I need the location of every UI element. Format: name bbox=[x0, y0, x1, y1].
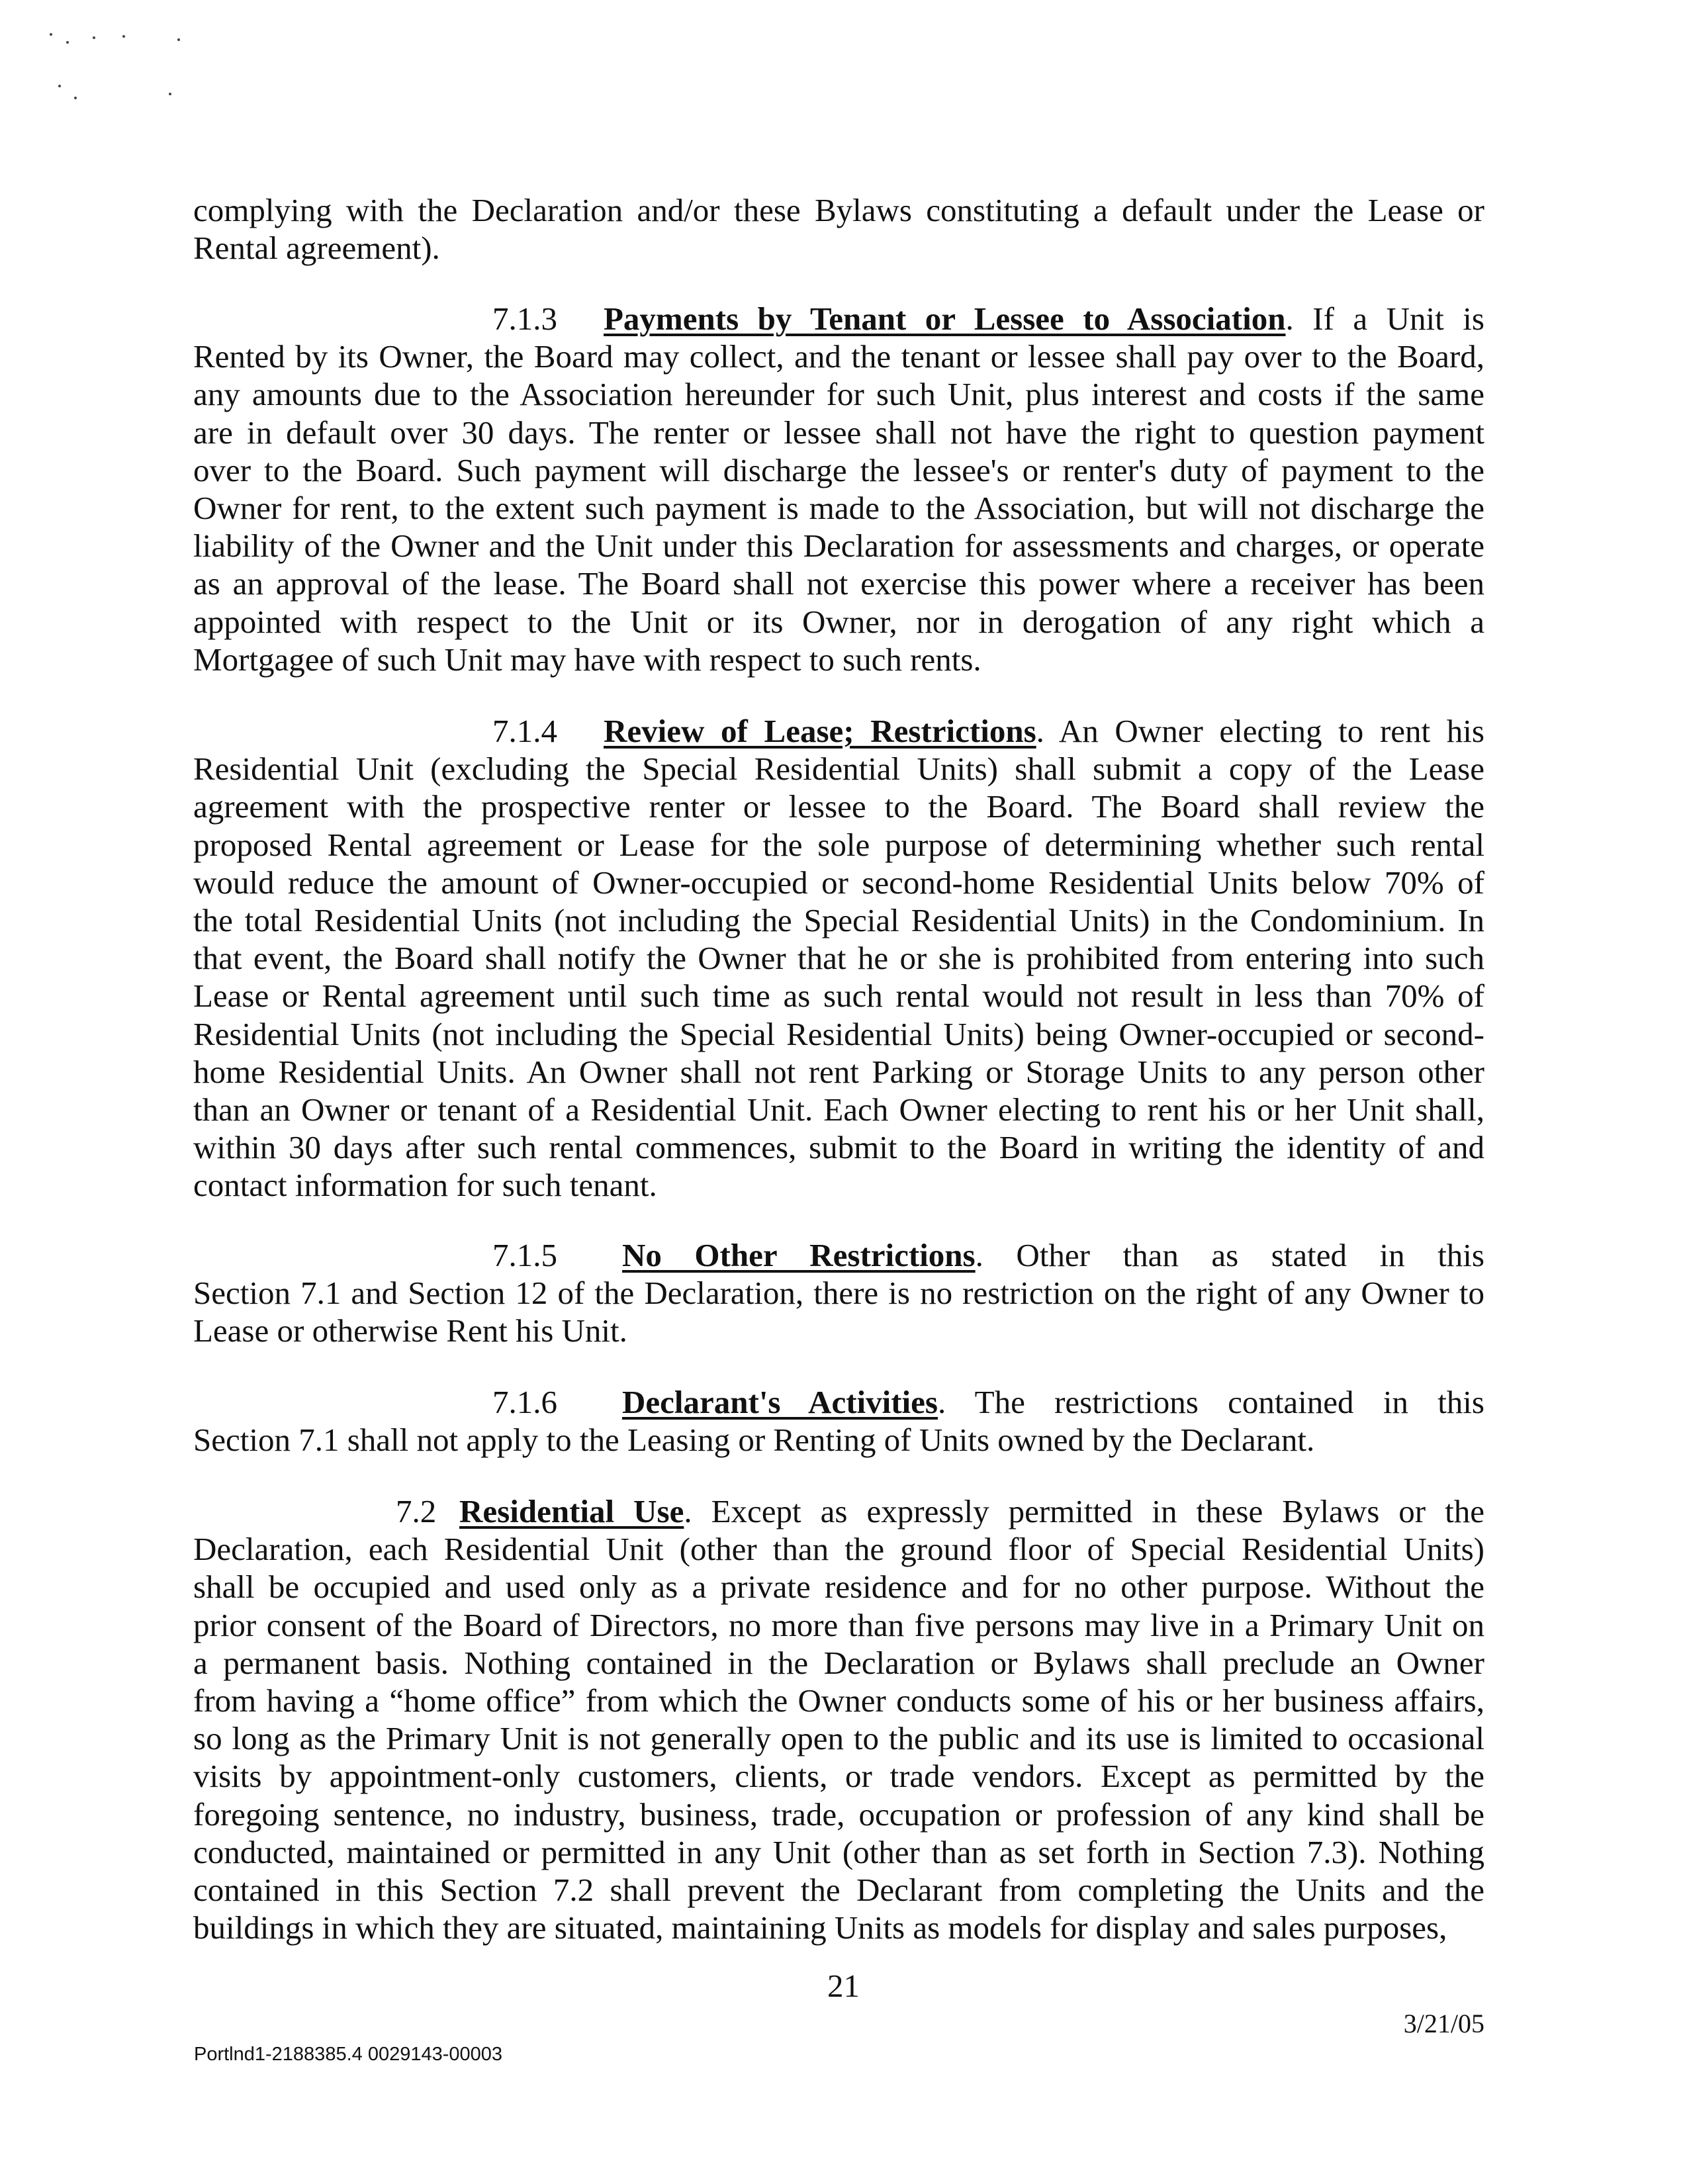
text-line: any amounts due to the Association hereunder for such Unit, plus interest and costs if the same bbox=[193, 376, 1484, 413]
section-heading: Declarant's Activities bbox=[622, 1384, 938, 1420]
section-lead-text bbox=[622, 1383, 1484, 1421]
text-line: Lease or Rental agreement until such time as such rental would not result in less than 70% of bbox=[193, 978, 1484, 1015]
section-lead-text bbox=[604, 300, 1484, 338]
section-lead-rest: . An Owner electing to rent his bbox=[1036, 713, 1484, 749]
text-line: Rented by its Owner, the Board may collect, and the tenant or lessee shall pay over to the Board, bbox=[193, 338, 1484, 375]
text-line: prior consent of the Board of Directors, no more than five persons may live in a Primary Unit on bbox=[193, 1606, 1484, 1643]
section-first-line bbox=[193, 712, 1484, 750]
document-id: Portlnd1-2188385.4 0029143-00003 bbox=[194, 2044, 503, 2065]
text-line: the total Residential Units (not including the Special Residential Units) in the Condominium. In bbox=[193, 901, 1484, 938]
text-line: Owner for rent, to the extent such payment is made to the Association, but will not discharge the bbox=[193, 489, 1484, 526]
text-line: are in default over 30 days. The renter or lessee shall not have the right to question payment bbox=[193, 414, 1484, 451]
text-line: Mortgagee of such Unit may have with respect to such rents. bbox=[193, 641, 981, 678]
section-lead-text bbox=[622, 1236, 1484, 1274]
section-number: 7.2 bbox=[396, 1493, 437, 1529]
scan-speck bbox=[50, 33, 52, 36]
section-lead-text bbox=[604, 712, 1484, 750]
text-line: Section 7.1 shall not apply to the Leasing or Renting of Units owned by the Declarant. bbox=[193, 1422, 1315, 1459]
section-lead-rest: . The restrictions contained in this bbox=[938, 1384, 1484, 1420]
text-line: as an approval of the lease. The Board shall not exercise this power where a receiver has been bbox=[193, 565, 1484, 602]
scan-speck bbox=[66, 41, 69, 44]
section-first-line bbox=[193, 300, 1484, 338]
section-number: 7.1.6 bbox=[492, 1384, 557, 1420]
section-lead-rest: . If a Unit is bbox=[1285, 300, 1484, 337]
section-heading: Residential Use bbox=[459, 1493, 684, 1529]
scan-speck bbox=[122, 35, 125, 38]
text-line: over to the Board. Such payment will discharge the lessee's or renter's duty of payment to the bbox=[193, 451, 1484, 488]
document-date: 3/21/05 bbox=[1403, 2009, 1484, 2038]
page-number: 21 bbox=[827, 1968, 860, 2004]
section-first-line bbox=[193, 1383, 1484, 1421]
section-first-line bbox=[193, 1236, 1484, 1274]
text-line: proposed Rental agreement or Lease for the sole purpose of determining whether such rental bbox=[193, 826, 1484, 863]
text-line: Section 7.1 and Section 12 of the Declaration, there is no restriction on the right of any Owner to bbox=[193, 1275, 1484, 1312]
text-line: visits by appointment-only customers, clients, or trade vendors. Except as permitted by the bbox=[193, 1758, 1484, 1795]
text-line: conducted, maintained or permitted in any Unit (other than as set forth in Section 7.3). Nothing bbox=[193, 1833, 1484, 1870]
section-lead-rest: . Except as expressly permitted in these Bylaws or the bbox=[684, 1493, 1484, 1529]
text-line: complying with the Declaration and/or these Bylaws constituting a default under the Lease or bbox=[193, 192, 1484, 228]
section-heading: Review of Lease; Restrictions bbox=[604, 713, 1036, 749]
section-number: 7.1.4 bbox=[492, 713, 557, 749]
text-line: shall be occupied and used only as a private residence and for no other purpose. Without the bbox=[193, 1569, 1484, 1606]
scan-speck bbox=[93, 36, 95, 39]
text-line: foregoing sentence, no industry, business, trade, occupation or profession of any kind shall be bbox=[193, 1796, 1484, 1833]
section-first-line bbox=[193, 1492, 1484, 1530]
text-line: buildings in which they are situated, maintaining Units as models for display and sales purposes, bbox=[193, 1909, 1447, 1946]
section-paragraph bbox=[193, 712, 1484, 1204]
text-line: than an Owner or tenant of a Residential Unit. Each Owner electing to rent his or her Unit shall, bbox=[193, 1091, 1484, 1128]
section-lead-text bbox=[459, 1492, 1484, 1530]
text-line: Rental agreement). bbox=[193, 230, 440, 267]
scan-speck bbox=[74, 97, 77, 99]
text-line: contained in this Section 7.2 shall prevent the Declarant from completing the Units and the bbox=[193, 1871, 1484, 1908]
text-line: home Residential Units. An Owner shall not rent Parking or Storage Units to any person other bbox=[193, 1053, 1484, 1090]
text-line: would reduce the amount of Owner-occupied or second-home Residential Units below 70% of bbox=[193, 864, 1484, 901]
section-lead-rest: . Other than as stated in this bbox=[975, 1237, 1484, 1273]
text-line: contact information for such tenant. bbox=[193, 1167, 657, 1204]
text-line: agreement with the prospective renter or lessee to the Board. The Board shall review the bbox=[193, 788, 1484, 825]
section-number: 7.1.3 bbox=[492, 300, 557, 337]
continued-paragraph bbox=[193, 191, 1484, 267]
scan-speck bbox=[177, 38, 180, 41]
scan-speck bbox=[169, 93, 171, 95]
text-line: Lease or otherwise Rent his Unit. bbox=[193, 1312, 627, 1349]
scan-speck bbox=[58, 85, 61, 87]
section-heading: No Other Restrictions bbox=[622, 1237, 976, 1273]
text-line: Declaration, each Residential Unit (other than the ground floor of Special Residential Units) bbox=[193, 1531, 1484, 1568]
text-line: Residential Unit (excluding the Special Residential Units) shall submit a copy of the Lease bbox=[193, 751, 1484, 788]
text-line: from having a “home office” from which the Owner conducts some of his or her business affairs, bbox=[193, 1682, 1484, 1719]
text-line: liability of the Owner and the Unit under this Declaration for assessments and charges, or operate bbox=[193, 527, 1484, 565]
section-heading: Payments by Tenant or Lessee to Association bbox=[604, 300, 1286, 337]
text-line: within 30 days after such rental commences, submit to the Board in writing the identity of and bbox=[193, 1129, 1484, 1166]
section-paragraph bbox=[193, 1383, 1484, 1459]
section-paragraph bbox=[193, 1492, 1484, 1946]
section-number: 7.1.5 bbox=[492, 1237, 557, 1273]
text-line: that event, the Board shall notify the Owner that he or she is prohibited from entering into such bbox=[193, 940, 1484, 977]
text-line: appointed with respect to the Unit or its Owner, nor in derogation of any right which a bbox=[193, 603, 1484, 640]
section-paragraph bbox=[193, 1236, 1484, 1350]
text-line: a permanent basis. Nothing contained in the Declaration or Bylaws shall preclude an Owner bbox=[193, 1644, 1484, 1681]
text-line: Residential Units (not including the Special Residential Units) being Owner-occupied or second- bbox=[193, 1015, 1484, 1052]
text-line: so long as the Primary Unit is not generally open to the public and its use is limited to occasional bbox=[193, 1720, 1484, 1757]
section-paragraph bbox=[193, 300, 1484, 678]
